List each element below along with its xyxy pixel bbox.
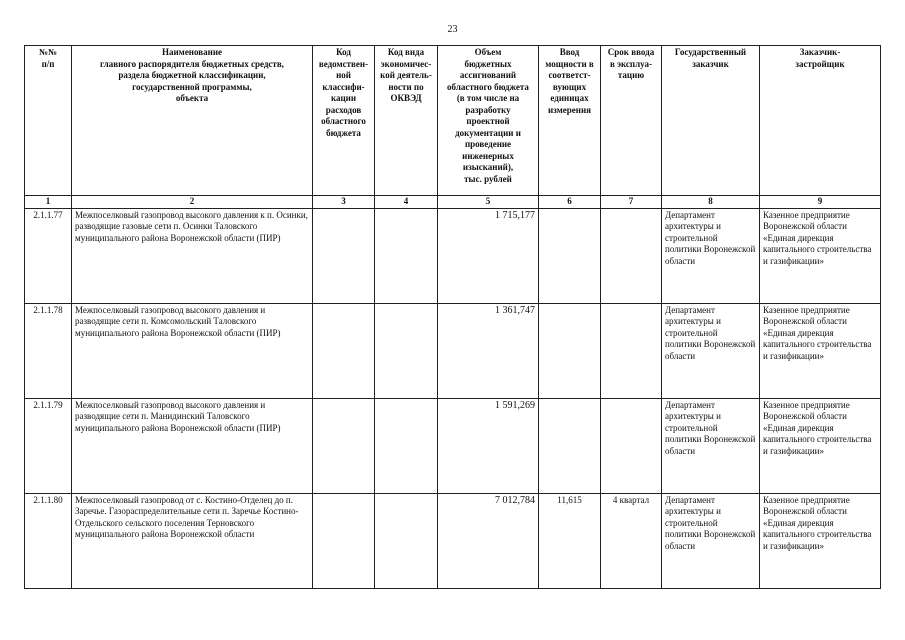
capacity: 11,615 [539,493,601,588]
page-number: 23 [447,24,458,35]
column-number: 8 [662,196,760,209]
column-number: 1 [25,196,72,209]
column-number: 3 [313,196,375,209]
code-okved [375,208,438,303]
table-body [25,208,881,588]
commissioning-term [601,303,662,398]
state-customer: Департамент архитектуры и строительной политики Воронежской области [662,398,760,493]
row-number: 2.1.1.77 [25,208,72,303]
developer-customer: Казенное предприятие Воронежской области «Единая дирекция капитального строительства и газификации» [760,208,881,303]
commissioning-term [601,208,662,303]
header-cell [72,46,313,196]
code-vedom [313,398,375,493]
state-customer: Департамент архитектуры и строительной политики Воронежской области [662,493,760,588]
header-cell [25,46,72,196]
commissioning-term: 4 квартал [601,493,662,588]
row-number: 2.1.1.80 [25,493,72,588]
column-number: 2 [72,196,313,209]
table-header [25,46,881,209]
table-row [25,208,881,303]
header-capacity: Ввод мощности в соответст- вующих единицах измерения [545,47,594,115]
code-okved [375,493,438,588]
header-name: Наименование главного распорядителя бюджетных средств, раздела бюджетной классификации, государственной программы, объекта [100,47,284,103]
header-cell [313,46,375,196]
budget-table [24,45,881,589]
object-name: Межпоселковый газопровод высокого давления и разводящие сети п. Комсомольский Таловского муниципального района Воронежской области (ПИР) [72,303,313,398]
budget-amount: 7 012,784 [438,493,539,588]
developer-customer: Казенное предприятие Воронежской области «Единая дирекция капитального строительства и газификации» [760,303,881,398]
column-number: 7 [601,196,662,209]
row-number: 2.1.1.79 [25,398,72,493]
table-row [25,493,881,588]
column-number: 9 [760,196,881,209]
capacity [539,208,601,303]
state-customer: Департамент архитектуры и строительной политики Воронежской области [662,303,760,398]
header-cell [539,46,601,196]
budget-amount: 1 361,747 [438,303,539,398]
table-row [25,303,881,398]
code-okved [375,398,438,493]
header-cell [601,46,662,196]
header-cell [760,46,881,196]
commissioning-term [601,398,662,493]
developer-customer: Казенное предприятие Воронежской области «Единая дирекция капитального строительства и газификации» [760,398,881,493]
column-number: 6 [539,196,601,209]
budget-amount: 1 715,177 [438,208,539,303]
header-code-vedom: Код ведомствен- ной классифи- кации расходов областного бюджета [318,47,369,138]
header-developer: Заказчик- застройщик [795,47,845,69]
code-vedom [313,493,375,588]
header-cell [662,46,760,196]
state-customer: Департамент архитектуры и строительной политики Воронежской области [662,208,760,303]
header-cell [375,46,438,196]
object-name: Межпоселковый газопровод высокого давления и разводящие сети п. Манидинский Таловского муниципального района Воронежской области (ПИР) [72,398,313,493]
code-okved [375,303,438,398]
object-name: Межпоселковый газопровод от с. Костино-Отделец до п. Заречье. Газораспределительные сети п. Заречье Костино-Отдельского сельского поселения Терновского муниципального района Воронежской области [72,493,313,588]
capacity [539,398,601,493]
object-name: Межпоселковый газопровод высокого давления к п. Осинки, разводящие газовые сети п. Осинки Таловского муниципального района Воронежской области (ПИР) [72,208,313,303]
developer-customer: Казенное предприятие Воронежской области «Единая дирекция капитального строительства и газификации» [760,493,881,588]
header-cell [438,46,539,196]
column-number: 4 [375,196,438,209]
code-vedom [313,303,375,398]
header-term: Срок ввода в эксплуа- тацию [607,47,655,80]
header-code-okved: Код вида экономичес- кой деятель- ности по ОКВЭД [380,47,432,103]
capacity [539,303,601,398]
budget-amount: 1 591,269 [438,398,539,493]
header-customer: Государственный заказчик [674,47,747,69]
column-number-row [25,196,881,209]
column-number: 5 [438,196,539,209]
header-amount: Объем бюджетных ассигнований областного бюджета (в том числе на разработку проектной документации и проведение инженерных изысканий), тыс. рублей [447,47,529,184]
table-row [25,398,881,493]
header-number: №№ п/п [38,47,58,69]
code-vedom [313,208,375,303]
row-number: 2.1.1.78 [25,303,72,398]
